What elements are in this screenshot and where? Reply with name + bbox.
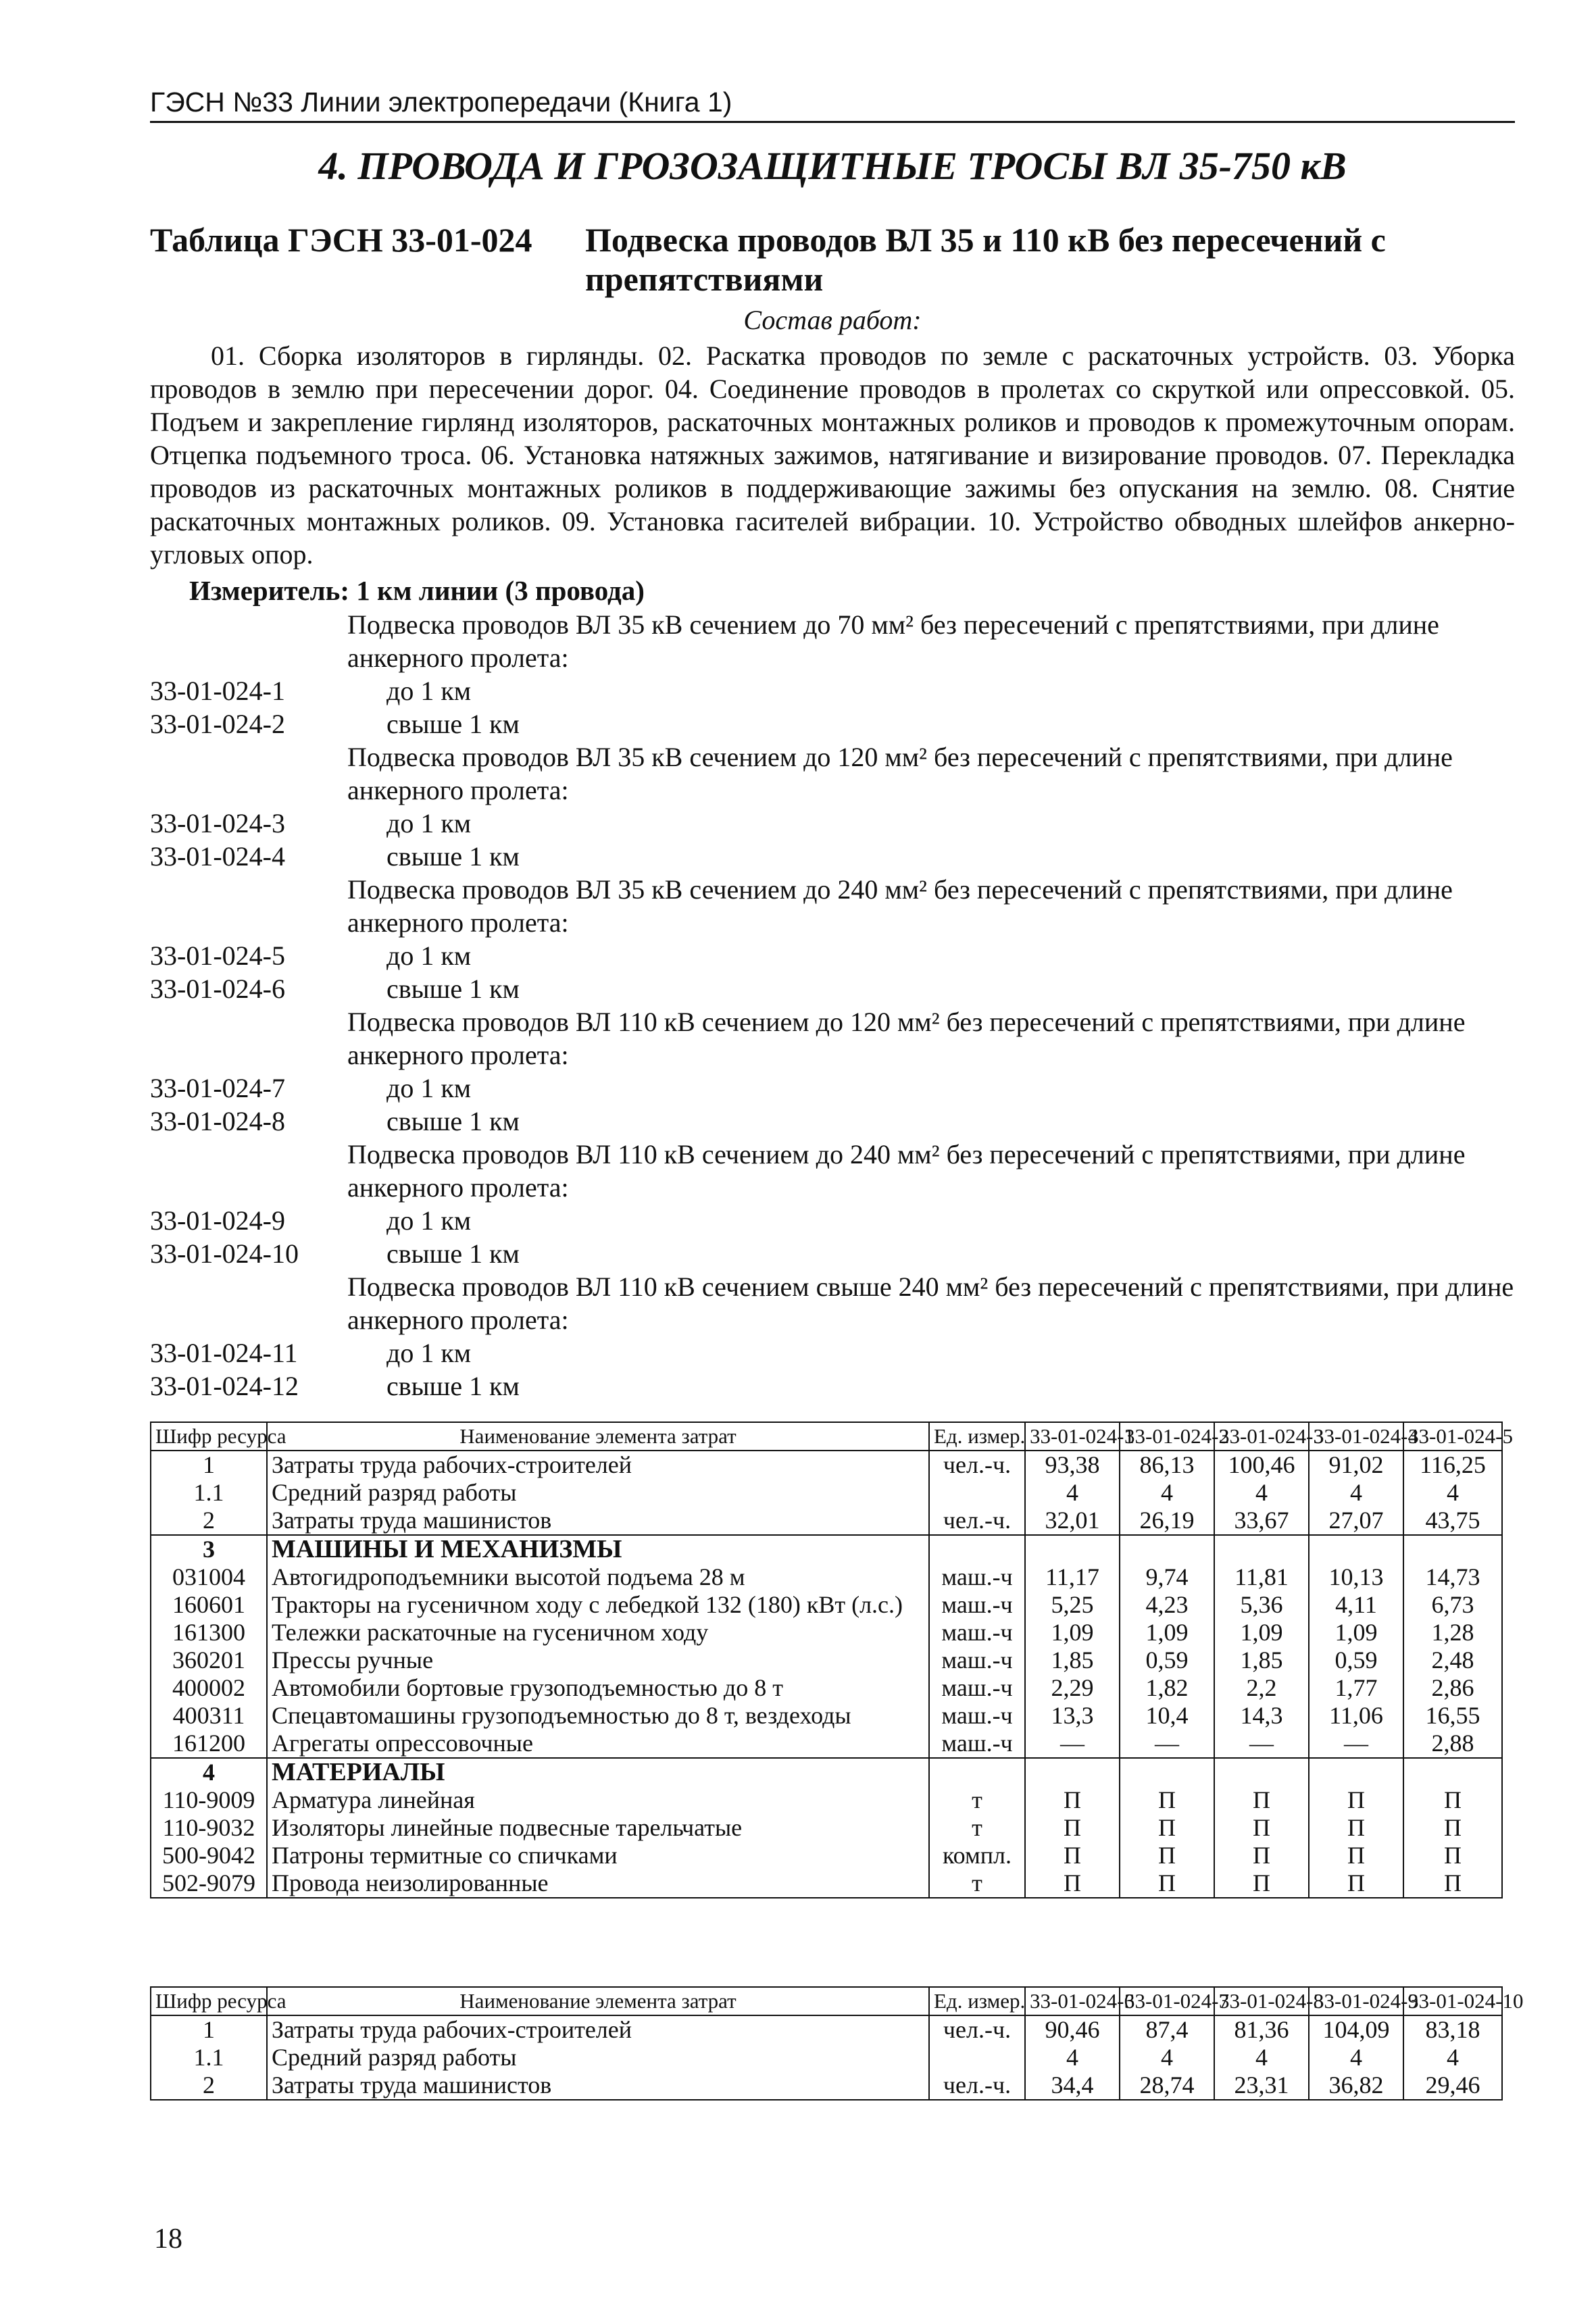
norm-value xyxy=(1403,1758,1502,1786)
norm-value: 2,2 xyxy=(1214,1674,1309,1702)
cost-table-1-header xyxy=(151,1422,1502,1451)
norm-row xyxy=(150,707,1515,740)
norm-value: П xyxy=(1025,1869,1120,1898)
norm-description: Подвеска проводов ВЛ 110 кВ сечением свыше 240 мм² без пересечений с препятствиями, при длине анкерного пролета: xyxy=(347,1272,1514,1335)
norm-value: 1,85 xyxy=(1214,1646,1309,1674)
column-header: Ед. измер. xyxy=(929,1987,1025,2015)
cost-element-name: Автомобили бортовые грузоподъемностью до 8 т xyxy=(267,1674,929,1702)
norm-value xyxy=(1025,1535,1120,1563)
unit-of-measure: маш.-ч xyxy=(929,1674,1025,1702)
norm-group xyxy=(150,608,1515,740)
table-title: Подвеска проводов ВЛ 35 и 110 кВ без пересечений с препятствиями xyxy=(585,221,1386,298)
cost-element-name: Агрегаты опрессовочные xyxy=(267,1730,929,1758)
norm-row xyxy=(150,1237,1515,1270)
table-row xyxy=(151,2015,1502,2044)
norm-code: 33-01-024-7 xyxy=(150,1073,285,1103)
resource-code: 160601 xyxy=(151,1591,267,1619)
cost-element-name: Изоляторы линейные подвесные тарельчатые xyxy=(267,1814,929,1842)
table-code: Таблица ГЭСН 33-01-024 xyxy=(150,221,532,259)
norm-value: — xyxy=(1025,1730,1120,1758)
unit-of-measure: чел.-ч. xyxy=(929,1451,1025,1479)
norm-description: Подвеска проводов ВЛ 35 кВ сечением до 240 мм² без пересечений с препятствиями, при длине анкерного пролета: xyxy=(347,874,1453,938)
unit-of-measure xyxy=(929,2044,1025,2071)
norm-description: Подвеска проводов ВЛ 35 кВ сечением до 70 мм² без пересечений с препятствиями, при длине анкерного пролета: xyxy=(347,609,1439,673)
chapter-title: 4. ПРОВОДА И ГРОЗОЗАЩИТНЫЕ ТРОСЫ ВЛ 35-750 кВ xyxy=(318,144,1347,188)
norm-value: 16,55 xyxy=(1403,1702,1502,1730)
unit-of-measure: компл. xyxy=(929,1842,1025,1869)
table-row xyxy=(151,1869,1502,1898)
cost-element-name: Затраты труда рабочих-строителей xyxy=(267,2015,929,2044)
norm-value xyxy=(1120,1758,1214,1786)
table-row xyxy=(151,1591,1502,1619)
norm-value: П xyxy=(1309,1842,1403,1869)
column-header: 33-01-024-7 xyxy=(1120,1987,1214,2015)
norm-value xyxy=(1025,1758,1120,1786)
unit-of-measure: т xyxy=(929,1786,1025,1814)
norm-value: П xyxy=(1025,1842,1120,1869)
norm-value: П xyxy=(1120,1869,1214,1898)
table-row xyxy=(151,1702,1502,1730)
resource-code: 400311 xyxy=(151,1702,267,1730)
unit-of-measure: т xyxy=(929,1814,1025,1842)
norm-value: 4 xyxy=(1214,2044,1309,2071)
resource-code: 110-9032 xyxy=(151,1814,267,1842)
column-header: 33-01-024-6 xyxy=(1025,1987,1120,2015)
table-row xyxy=(151,1674,1502,1702)
norm-value: 9,74 xyxy=(1120,1563,1214,1591)
cost-element-name: Спецавтомашины грузоподъемностью до 8 т, вездеходы xyxy=(267,1702,929,1730)
cost-element-name: МАТЕРИАЛЫ xyxy=(267,1758,929,1786)
unit-of-measure: маш.-ч xyxy=(929,1591,1025,1619)
norm-value: 11,06 xyxy=(1309,1702,1403,1730)
norm-row xyxy=(150,1105,1515,1138)
norm-label: до 1 км xyxy=(386,1073,472,1103)
norm-value: 91,02 xyxy=(1309,1451,1403,1479)
norm-value: 11,81 xyxy=(1214,1563,1309,1591)
table-row xyxy=(151,1730,1502,1758)
column-header: Шифр ресурса xyxy=(151,1422,267,1451)
norm-value xyxy=(1309,1758,1403,1786)
norm-value: 4,23 xyxy=(1120,1591,1214,1619)
norm-row xyxy=(150,1369,1515,1403)
norm-value: — xyxy=(1120,1730,1214,1758)
table-row xyxy=(151,1507,1502,1535)
cost-element-name: Тракторы на гусеничном ходу с лебедкой 132 (180) кВт (л.с.) xyxy=(267,1591,929,1619)
norm-row xyxy=(150,1336,1515,1369)
norm-value: 4,11 xyxy=(1309,1591,1403,1619)
column-header: Ед. измер. xyxy=(929,1422,1025,1451)
norm-value: П xyxy=(1214,1869,1309,1898)
norm-code: 33-01-024-10 xyxy=(150,1238,299,1269)
norm-value: 43,75 xyxy=(1403,1507,1502,1535)
norm-group xyxy=(150,740,1515,873)
cost-element-name: Тележки раскаточные на гусеничном ходу xyxy=(267,1619,929,1646)
norm-value xyxy=(1214,1758,1309,1786)
norm-value: 14,73 xyxy=(1403,1563,1502,1591)
measure-unit: Измеритель: 1 км линии (3 провода) xyxy=(189,575,645,606)
cost-element-name: Средний разряд работы xyxy=(267,2044,929,2071)
norm-value: 10,13 xyxy=(1309,1563,1403,1591)
norm-value: 104,09 xyxy=(1309,2015,1403,2044)
norm-value: 87,4 xyxy=(1120,2015,1214,2044)
cost-element-name: Затраты труда машинистов xyxy=(267,1507,929,1535)
norm-value: П xyxy=(1403,1786,1502,1814)
cost-element-name: Прессы ручные xyxy=(267,1646,929,1674)
norm-code: 33-01-024-4 xyxy=(150,841,285,872)
norm-label: свыше 1 км xyxy=(386,1106,520,1136)
unit-of-measure: чел.-ч. xyxy=(929,2015,1025,2044)
norm-value: 6,73 xyxy=(1403,1591,1502,1619)
cost-element-name: Затраты труда рабочих-строителей xyxy=(267,1451,929,1479)
norm-value: — xyxy=(1309,1730,1403,1758)
norm-value: 2,29 xyxy=(1025,1674,1120,1702)
norm-code: 33-01-024-8 xyxy=(150,1106,285,1136)
norm-value: П xyxy=(1309,1869,1403,1898)
cost-element-name: Средний разряд работы xyxy=(267,1479,929,1507)
column-header: Шифр ресурса xyxy=(151,1987,267,2015)
norm-value: 36,82 xyxy=(1309,2071,1403,2100)
norm-value: 2,88 xyxy=(1403,1730,1502,1758)
running-header: ГЭСН №33 Линии электропередачи (Книга 1) xyxy=(150,86,1515,123)
norm-value: 100,46 xyxy=(1214,1451,1309,1479)
norm-value: 1,09 xyxy=(1120,1619,1214,1646)
resource-code: 110-9009 xyxy=(151,1786,267,1814)
resource-code: 1 xyxy=(151,1451,267,1479)
resource-code: 1.1 xyxy=(151,1479,267,1507)
work-composition-text: 01. Сборка изоляторов в гирлянды. 02. Раскатка проводов по земле с раскаточных устройств. 03. Уборка проводов в землю при пересечении дорог. 04. Соединение проводов в пролетах со скруткой или опрессовкой. 05. Подъем и закрепление гирлянд изоляторов, раскаточных монтажных роликов и проводов к промежуточным опорам. Отцепка подъемного троса. 06. Установка натяжных зажимов, натягивание и визирование проводов. 07. Перекладка проводов из раскаточных монтажных роликов в поддерживающие зажимы без опускания на землю. 08. Снятие раскаточных монтажных роликов. 09. Установка гасителей вибрации. 10. Устройство обводных шлейфов анкерно-угловых опор. xyxy=(150,341,1515,570)
column-header: 33-01-024-9 xyxy=(1309,1987,1403,2015)
column-header: 33-01-024-1 xyxy=(1025,1422,1120,1451)
norm-value: 2,48 xyxy=(1403,1646,1502,1674)
norm-value: 1,09 xyxy=(1214,1619,1309,1646)
norm-value: 4 xyxy=(1214,1479,1309,1507)
cost-element-name: Провода неизолированные xyxy=(267,1869,929,1898)
norm-value: П xyxy=(1403,1842,1502,1869)
norm-value: 1,28 xyxy=(1403,1619,1502,1646)
norm-code: 33-01-024-12 xyxy=(150,1371,299,1401)
norm-row xyxy=(150,939,1515,972)
norm-value: 27,07 xyxy=(1309,1507,1403,1535)
norm-code: 33-01-024-1 xyxy=(150,676,285,706)
norm-value: 83,18 xyxy=(1403,2015,1502,2044)
norm-value: П xyxy=(1120,1814,1214,1842)
norm-value: 116,25 xyxy=(1403,1451,1502,1479)
norm-value: П xyxy=(1025,1814,1120,1842)
resource-code: 031004 xyxy=(151,1563,267,1591)
cost-element-name: Патроны термитные со спичками xyxy=(267,1842,929,1869)
resource-code: 161300 xyxy=(151,1619,267,1646)
norm-value: 1,09 xyxy=(1025,1619,1120,1646)
table-row xyxy=(151,1842,1502,1869)
norm-value: П xyxy=(1309,1786,1403,1814)
norm-value: 1,09 xyxy=(1309,1619,1403,1646)
cost-element-name: Затраты труда машинистов xyxy=(267,2071,929,2100)
resource-code: 502-9079 xyxy=(151,1869,267,1898)
norm-label: свыше 1 км xyxy=(386,1371,520,1401)
norm-description: Подвеска проводов ВЛ 110 кВ сечением до 120 мм² без пересечений с препятствиями, при длине анкерного пролета: xyxy=(347,1007,1466,1070)
resource-code: 1.1 xyxy=(151,2044,267,2071)
unit-of-measure xyxy=(929,1758,1025,1786)
norm-code: 33-01-024-11 xyxy=(150,1338,298,1368)
norm-value xyxy=(1309,1535,1403,1563)
cost-element-name: Арматура линейная xyxy=(267,1786,929,1814)
resource-code: 4 xyxy=(151,1758,267,1786)
norm-value xyxy=(1403,1535,1502,1563)
unit-of-measure: маш.-ч xyxy=(929,1730,1025,1758)
norm-group xyxy=(150,1005,1515,1138)
norm-value: 5,36 xyxy=(1214,1591,1309,1619)
norm-label: до 1 км xyxy=(386,808,472,838)
norm-value: П xyxy=(1214,1814,1309,1842)
norm-value: П xyxy=(1309,1814,1403,1842)
norm-value: 4 xyxy=(1025,2044,1120,2071)
norm-value: 29,46 xyxy=(1403,2071,1502,2100)
norm-value: 4 xyxy=(1403,1479,1502,1507)
norm-value: 4 xyxy=(1025,1479,1120,1507)
norm-description: Подвеска проводов ВЛ 110 кВ сечением до 240 мм² без пересечений с препятствиями, при длине анкерного пролета: xyxy=(347,1139,1466,1203)
work-composition-heading: Состав работ: xyxy=(743,305,922,335)
column-header: 33-01-024-10 xyxy=(1403,1987,1502,2015)
resource-code: 400002 xyxy=(151,1674,267,1702)
resource-code: 161200 xyxy=(151,1730,267,1758)
norm-value: — xyxy=(1214,1730,1309,1758)
norm-row xyxy=(150,674,1515,707)
norm-value: П xyxy=(1403,1814,1502,1842)
norm-label: до 1 км xyxy=(386,676,472,706)
norm-label: до 1 км xyxy=(386,1338,472,1368)
norm-label: свыше 1 км xyxy=(386,709,520,739)
table-row xyxy=(151,1479,1502,1507)
norm-value: 10,4 xyxy=(1120,1702,1214,1730)
norm-label: свыше 1 км xyxy=(386,974,520,1004)
norm-value: 34,4 xyxy=(1025,2071,1120,2100)
table-row xyxy=(151,1535,1502,1563)
norm-value: 90,46 xyxy=(1025,2015,1120,2044)
column-header: 33-01-024-4 xyxy=(1309,1422,1403,1451)
cost-element-name: МАШИНЫ И МЕХАНИЗМЫ xyxy=(267,1535,929,1563)
norm-code: 33-01-024-5 xyxy=(150,940,285,971)
norm-description: Подвеска проводов ВЛ 35 кВ сечением до 120 мм² без пересечений с препятствиями, при длине анкерного пролета: xyxy=(347,742,1453,805)
norm-label: до 1 км xyxy=(386,1205,472,1236)
cost-table-2 xyxy=(150,1986,1524,2101)
table-row xyxy=(151,1451,1502,1479)
norm-value: 4 xyxy=(1120,1479,1214,1507)
norm-value: 26,19 xyxy=(1120,1507,1214,1535)
unit-of-measure: маш.-ч xyxy=(929,1702,1025,1730)
norm-value: 1,82 xyxy=(1120,1674,1214,1702)
column-header: 33-01-024-2 xyxy=(1120,1422,1214,1451)
norm-list xyxy=(150,608,1515,1403)
norm-value: П xyxy=(1120,1842,1214,1869)
norm-row xyxy=(150,972,1515,1005)
norm-value: 23,31 xyxy=(1214,2071,1309,2100)
cost-table-1 xyxy=(150,1422,1513,1898)
norm-label: свыше 1 км xyxy=(386,1238,520,1269)
norm-value: 81,36 xyxy=(1214,2015,1309,2044)
norm-value: 86,13 xyxy=(1120,1451,1214,1479)
norm-value: 13,3 xyxy=(1025,1702,1120,1730)
norm-value: 5,25 xyxy=(1025,1591,1120,1619)
norm-row xyxy=(150,840,1515,873)
norm-value xyxy=(1120,1535,1214,1563)
resource-code: 2 xyxy=(151,2071,267,2100)
table-row xyxy=(151,1619,1502,1646)
unit-of-measure: маш.-ч xyxy=(929,1646,1025,1674)
cost-table-2-header xyxy=(151,1987,1502,2015)
column-header: 33-01-024-5 xyxy=(1403,1422,1502,1451)
unit-of-measure: маш.-ч xyxy=(929,1619,1025,1646)
table-row xyxy=(151,1814,1502,1842)
unit-of-measure xyxy=(929,1479,1025,1507)
norm-code: 33-01-024-9 xyxy=(150,1205,285,1236)
norm-value: 1,77 xyxy=(1309,1674,1403,1702)
norm-value: 0,59 xyxy=(1120,1646,1214,1674)
norm-value: 4 xyxy=(1309,1479,1403,1507)
unit-of-measure xyxy=(929,1535,1025,1563)
column-header: 33-01-024-3 xyxy=(1214,1422,1309,1451)
norm-value: 32,01 xyxy=(1025,1507,1120,1535)
norm-value: П xyxy=(1214,1786,1309,1814)
resource-code: 500-9042 xyxy=(151,1842,267,1869)
norm-value: 0,59 xyxy=(1309,1646,1403,1674)
table-row xyxy=(151,2044,1502,2071)
unit-of-measure: чел.-ч. xyxy=(929,1507,1025,1535)
norm-row xyxy=(150,1204,1515,1237)
resource-code: 2 xyxy=(151,1507,267,1535)
column-header: Наименование элемента затрат xyxy=(267,1987,929,2015)
norm-value: 4 xyxy=(1403,2044,1502,2071)
unit-of-measure: маш.-ч xyxy=(929,1563,1025,1591)
resource-code: 360201 xyxy=(151,1646,267,1674)
norm-value: 33,67 xyxy=(1214,1507,1309,1535)
norm-value: 11,17 xyxy=(1025,1563,1120,1591)
norm-group xyxy=(150,1138,1515,1270)
table-row xyxy=(151,1563,1502,1591)
norm-value: 2,86 xyxy=(1403,1674,1502,1702)
norm-value: П xyxy=(1403,1869,1502,1898)
table-row xyxy=(151,1758,1502,1786)
norm-code: 33-01-024-6 xyxy=(150,974,285,1004)
norm-value xyxy=(1214,1535,1309,1563)
norm-group xyxy=(150,1270,1515,1403)
norm-value: 28,74 xyxy=(1120,2071,1214,2100)
page-number: 18 xyxy=(154,2223,182,2255)
norm-value: П xyxy=(1214,1842,1309,1869)
table-row xyxy=(151,2071,1502,2100)
norm-row xyxy=(150,1072,1515,1105)
norm-value: 1,85 xyxy=(1025,1646,1120,1674)
unit-of-measure: чел.-ч. xyxy=(929,2071,1025,2100)
norm-value: 93,38 xyxy=(1025,1451,1120,1479)
norm-value: П xyxy=(1025,1786,1120,1814)
norm-code: 33-01-024-2 xyxy=(150,709,285,739)
norm-value: П xyxy=(1120,1786,1214,1814)
norm-value: 4 xyxy=(1120,2044,1214,2071)
norm-value: 14,3 xyxy=(1214,1702,1309,1730)
table-row xyxy=(151,1646,1502,1674)
unit-of-measure: т xyxy=(929,1869,1025,1898)
table-row xyxy=(151,1786,1502,1814)
column-header: 33-01-024-8 xyxy=(1214,1987,1309,2015)
cost-element-name: Автогидроподъемники высотой подъема 28 м xyxy=(267,1563,929,1591)
resource-code: 3 xyxy=(151,1535,267,1563)
resource-code: 1 xyxy=(151,2015,267,2044)
norm-code: 33-01-024-3 xyxy=(150,808,285,838)
norm-group xyxy=(150,873,1515,1005)
norm-label: свыше 1 км xyxy=(386,841,520,872)
norm-row xyxy=(150,807,1515,840)
column-header: Наименование элемента затрат xyxy=(267,1422,929,1451)
norm-label: до 1 км xyxy=(386,940,472,971)
norm-value: 4 xyxy=(1309,2044,1403,2071)
